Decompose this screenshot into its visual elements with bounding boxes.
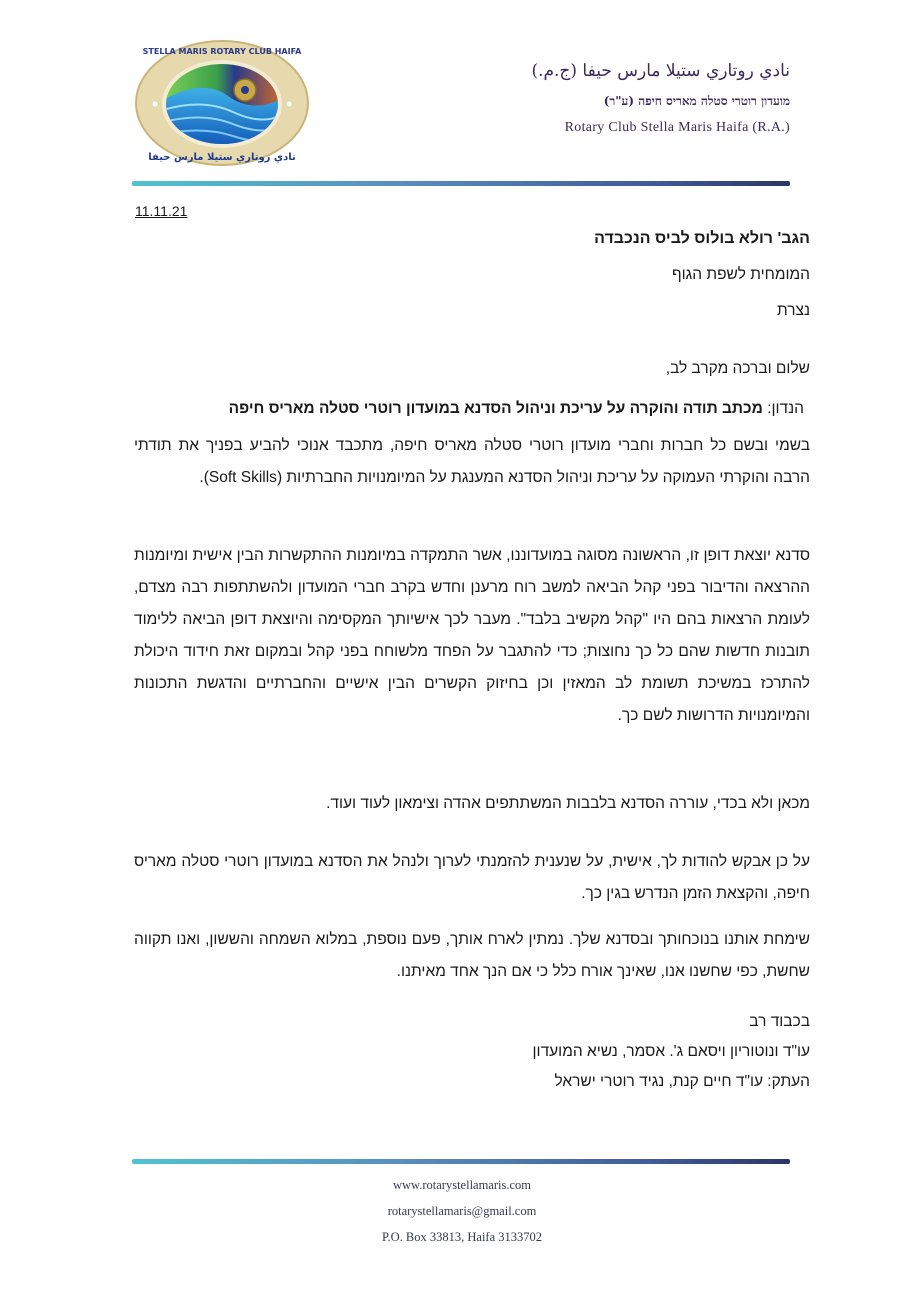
letter-date: 11.11.21 xyxy=(135,203,188,219)
svg-text:STELLA MARIS ROTARY CLUB HAIFA: STELLA MARIS ROTARY CLUB HAIFA xyxy=(142,47,302,56)
signature: עו"ד ונוטוריון ויסאם ג'. אסמר, נשיא המועדון xyxy=(532,1043,810,1060)
closing: בכבוד רב xyxy=(749,1013,810,1030)
svg-text:نادي روتاري ستيلا مارس حيفا: نادي روتاري ستيلا مارس حيفا xyxy=(148,152,296,163)
paragraph-2: סדנא יוצאת דופן זו, הראשונה מסוגה במועדוננו, אשר התמקדה במיומנות ההתקשרות הבין אישית ומיומנות ההרצאה והדיבור בפני קהל הביאה למשב רוח מרענן וחדש בקרב חברי המועדון ולהשתתפות רבה מצדם, לעומת הרצאות בהם היו "קהל מקשיב בלבד". מעבר לכך אישיותך המקסימה והיוצאת דופן הביאה ללימוד תובנות חדשות שהם כל כך נחוצות; כדי להתגבר על הפחד מלשוחח בפני קהל ובמקום זאת חידוד היכולת להתרכז במשיכת תשומת לב המאזין וכן בחיזוק הקשרים הבין אישיים והחברתיים והדגשת התכונות והמיומנויות הדרושות לשם כך. xyxy=(134,547,810,724)
letter-body xyxy=(134,0,810,1150)
paragraph-3: מכאן ולא בכדי, עוררה הסדנא בלבבות המשתתפים אהדה וצימאון לעוד ועוד. xyxy=(326,795,810,812)
club-name-english: Rotary Club Stella Maris Haifa (R.A.) xyxy=(564,120,790,135)
footer-email[interactable]: rotarystellamaris@gmail.com xyxy=(387,1204,537,1218)
cc-line: העתק: עו"ד חיים קנת, נגיד רוטרי ישראל xyxy=(554,1073,810,1090)
recipient-name: הגב' רולא בולוס לביס הנכבדה xyxy=(594,230,810,247)
footer-website[interactable]: www.rotarystellamaris.com xyxy=(392,1178,532,1192)
paragraph-4: על כן אבקש להודות לך, אישית, על שנענית להזמנתי לערוך ולנהל את הסדנא במועדון רוטרי סטלה מאריס חיפה, והקצאת הזמן הנדרש בגין כך. xyxy=(134,853,810,902)
footer-address: P.O. Box 33813, Haifa 3133702 xyxy=(381,1230,543,1244)
recipient-title: המומחית לשפת הגוף xyxy=(672,266,810,283)
footer-divider xyxy=(132,1159,790,1164)
paragraph-5: שימחת אותנו בנוכחותך ובסדנא שלך. נמתין לארח אותך, פעם נוספת, במלוא השמחה והששון, ואנו תקווה שחשת, כפי שחשנו אנו, שאינך אורח כלל כי אם הנך אחד מאיתנו. xyxy=(134,931,810,980)
club-name-arabic: نادي روتاري ستيلا مارس حيفا (ج.م.) xyxy=(531,61,790,81)
subject-label: הנדון: xyxy=(767,400,804,417)
subject-text: מכתב תודה והוקרה על עריכת וניהול הסדנא במועדון רוטרי סטלה מאריס חיפה xyxy=(228,400,763,417)
recipient-city: נצרת xyxy=(776,302,810,319)
club-name-hebrew: מועדון רוטרי סטלה מאריס חיפה (ע"ר) xyxy=(603,94,790,108)
subject-line xyxy=(229,400,804,418)
greeting: שלום וברכה מקרב לב, xyxy=(665,360,810,377)
paragraph-1: בשמי ובשם כל חברות וחברי מועדון רוטרי סטלה מאריס חיפה, מתכבד אנוכי להביע בפניך את תודתי הרבה והוקרתי העמוקה על עריכת וניהול הסדנא המענגת על המיומנויות החברתיות (Soft Skills). xyxy=(134,437,810,486)
